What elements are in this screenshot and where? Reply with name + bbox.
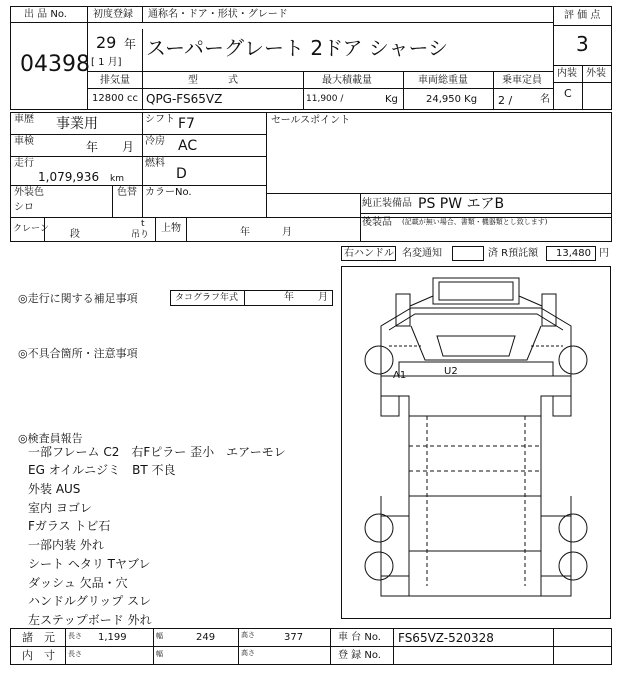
damage-mark-u2: U2 — [444, 366, 458, 377]
reg-year: 29 — [96, 33, 117, 52]
inspector-line: 一部内装 外れ — [28, 538, 104, 552]
overall-grade: 3 — [576, 32, 589, 56]
driving-remarks-label: ◎走行に関する補足事項 — [18, 292, 138, 305]
inspector-line: 外装 AUS — [28, 482, 81, 496]
color-code-label: カラーNo. — [145, 187, 192, 198]
line — [582, 65, 583, 110]
inspection-month: 月 — [122, 140, 135, 154]
line — [10, 156, 266, 157]
line — [112, 185, 113, 217]
chassis-value: FS65VZ-520328 — [398, 631, 494, 645]
line — [10, 628, 11, 664]
tacho-label: タコグラフ年式 — [175, 293, 239, 303]
grade-label: 評 価 点 — [564, 10, 601, 21]
model-code-label: 型 式 — [188, 75, 238, 86]
line — [10, 628, 612, 629]
displacement-label: 排気量 — [100, 75, 130, 86]
reg-no-label: 登 録 No. — [338, 650, 381, 661]
inner-label: 内 寸 — [22, 649, 55, 662]
model-name: スーパーグレート 2ドア シャーシ — [146, 36, 449, 60]
model-code-value: QPG-FS65VZ — [146, 92, 223, 106]
line — [303, 71, 304, 109]
lot-label: 出 品 No. — [24, 9, 67, 20]
line — [403, 71, 404, 109]
line — [87, 88, 553, 89]
shift-value: F7 — [178, 116, 195, 132]
line — [10, 112, 11, 242]
crane-lift: 吊り — [131, 230, 150, 240]
steering-value: 右ハンドル — [344, 248, 394, 259]
inspector-report-label: ◎検査員報告 — [18, 432, 83, 445]
mileage-value: 1,079,936 — [38, 170, 100, 184]
interior-grade: C — [564, 87, 572, 100]
line — [330, 628, 331, 664]
line — [10, 22, 87, 23]
inspection-year: 年 — [86, 140, 99, 154]
line — [493, 71, 494, 109]
line — [10, 241, 612, 242]
exterior-label: 外装 — [586, 68, 606, 79]
mileage-unit: km — [110, 174, 124, 184]
line — [238, 628, 239, 664]
line — [611, 6, 612, 110]
line — [142, 71, 143, 109]
tax-amount: 13,480 — [556, 248, 591, 259]
line — [360, 213, 611, 214]
equipment-value: PS PW エアB — [418, 196, 505, 212]
height-label: 高さ — [241, 631, 255, 639]
gross-weight-value: 24,950 Kg — [426, 94, 478, 105]
name-label: 通称名・ドア・形状・グレード — [148, 9, 288, 20]
reg-label: 初度登録 — [93, 9, 133, 20]
line — [10, 664, 612, 665]
inner-height-label: 高さ — [241, 649, 255, 657]
reg-month: [ 1 月] — [91, 57, 122, 68]
line — [142, 6, 143, 23]
gross-weight-label: 車両総重量 — [418, 75, 468, 86]
inspector-line: 一部フレーム C2 右Fピラー 歪小 エアーモレ — [28, 445, 286, 459]
max-load-unit: Kg — [385, 94, 398, 105]
aftermarket-label: 後装品 — [362, 217, 392, 228]
name-change-box — [452, 246, 484, 261]
line — [87, 71, 553, 72]
line — [155, 217, 156, 241]
tax-unit: 円 — [599, 248, 609, 259]
line — [266, 193, 611, 194]
line — [553, 25, 611, 26]
shift-label: シフト — [145, 114, 175, 125]
width-label: 幅 — [156, 632, 163, 640]
tacho-year: 年 — [284, 292, 294, 303]
mileage-label: 走行 — [14, 158, 34, 169]
tax-label: 済 R預託額 — [488, 248, 539, 259]
inspector-line: Fガラス トビ石 — [28, 519, 111, 533]
inspector-line: 左ステップボード 外れ — [28, 613, 152, 627]
history-label: 車歴 — [14, 114, 34, 125]
line — [65, 628, 66, 664]
capacity-label: 乗車定員 — [502, 75, 542, 86]
aftermarket-note: (記載が無い場合、書類・機器類とし致します) — [402, 218, 548, 226]
history-value: 事業用 — [56, 116, 98, 132]
crane-ton: t — [141, 219, 145, 229]
line — [611, 112, 612, 242]
line — [553, 6, 554, 110]
line — [266, 112, 267, 217]
spec-label: 諸 元 — [22, 631, 55, 644]
line — [10, 185, 266, 186]
color-label: 外装色 — [14, 187, 44, 198]
length-label: 長さ — [68, 632, 82, 640]
tacho-month: 月 — [318, 292, 328, 303]
name-change-label: 名変通知 — [402, 248, 442, 259]
line — [10, 6, 612, 7]
crane-stage: 段 — [70, 229, 80, 240]
body-month: 月 — [282, 227, 292, 238]
inspection-label: 車検 — [14, 136, 34, 147]
line — [142, 29, 143, 71]
lot-number: 04398 — [20, 52, 90, 77]
line — [611, 628, 612, 664]
truck-outline — [341, 266, 611, 619]
width-value: 249 — [196, 632, 216, 643]
color-no-label: 色替 — [117, 187, 137, 198]
damage-mark-a1: A1 — [393, 370, 407, 381]
crane-label: クレーン — [13, 224, 49, 234]
defect-remarks-label: ◎不具合箇所・注意事項 — [18, 347, 138, 360]
inspector-line: ハンドルグリップ スレ — [28, 594, 152, 608]
body-year: 年 — [240, 227, 250, 238]
body-label: 上物 — [161, 223, 181, 234]
height-value: 377 — [284, 632, 304, 643]
chassis-label: 車 台 No. — [338, 632, 381, 643]
line — [10, 646, 612, 647]
inspector-line: EG オイルニジミ BT 不良 — [28, 463, 176, 477]
line — [393, 628, 394, 664]
max-load-value: 11,900 / — [306, 94, 344, 104]
capacity-value: 2 / — [498, 94, 513, 107]
line — [10, 112, 612, 113]
line — [142, 112, 143, 217]
inspector-line: ダッシュ 欠品・穴 — [28, 576, 128, 590]
inspector-line: 室内 ヨゴレ — [28, 501, 92, 515]
capacity-unit: 名 — [540, 94, 550, 105]
line — [153, 628, 154, 664]
ac-label: 冷房 — [145, 136, 165, 147]
length-value: 1,199 — [98, 632, 127, 643]
line — [10, 134, 266, 135]
displacement-value: 12800 cc — [92, 93, 138, 104]
ac-value: AC — [178, 138, 198, 154]
interior-label: 内装 — [557, 68, 577, 79]
line — [10, 109, 612, 110]
equipment-label: 純正装備品 — [362, 198, 412, 209]
inspector-line: シート ヘタリ Tヤブレ — [28, 557, 151, 571]
fuel-value: D — [176, 166, 187, 182]
line — [186, 217, 187, 241]
inner-length-label: 長さ — [68, 650, 82, 658]
sales-point-label: セールスポイント — [271, 115, 351, 126]
max-load-label: 最大積載量 — [322, 75, 372, 86]
fuel-label: 燃料 — [145, 158, 165, 169]
line — [553, 628, 554, 664]
line — [244, 290, 245, 306]
line — [87, 22, 553, 23]
line — [360, 193, 361, 242]
reg-year-unit: 年 — [124, 37, 137, 51]
color-value: シロ — [14, 202, 34, 213]
inner-width-label: 幅 — [156, 650, 163, 658]
